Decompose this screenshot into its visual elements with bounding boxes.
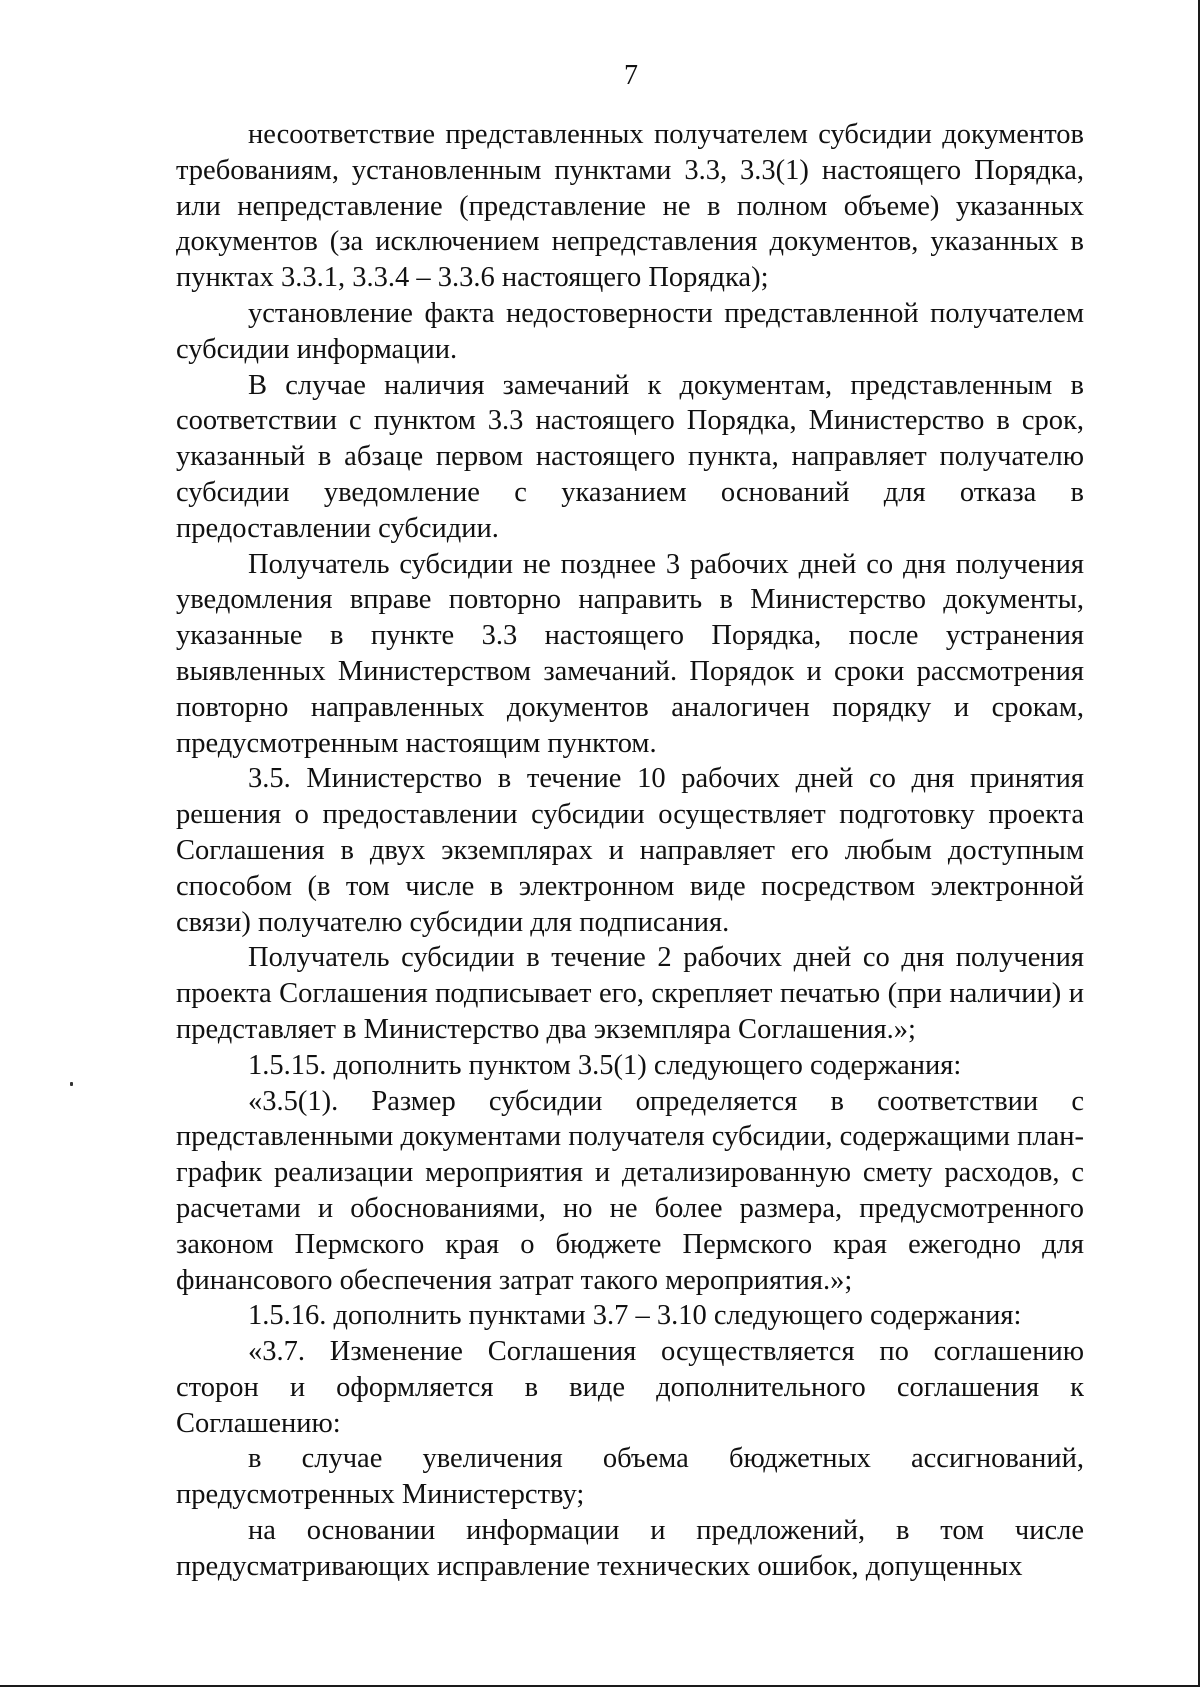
paragraph: 1.5.15. дополнить пунктом 3.5(1) следующего содержания:: [248, 1049, 962, 1081]
paragraph: установление факта недостоверности представленной получателем субсидии информации.: [176, 297, 1084, 365]
paragraph: 1.5.16. дополнить пунктами 3.7 – 3.10 следующего содержания:: [248, 1300, 1022, 1332]
page-number: 7: [624, 60, 638, 91]
paragraph: «3.5(1). Размер субсидии определяется в соответствии с представленными документами получателя субсидии, содержащими план-график реализации мероприятия и детализированную смету расходов, с расчетами и обоснованиями, но не более размера, предусмотренного законом Пермского края о бюджете Пермского края ежегодно для финансового обеспечения затрат такого мероприятия.»;: [176, 1085, 1084, 1296]
scan-speck: [70, 1082, 73, 1086]
paragraph: В случае наличия замечаний к документам, представленным в соответствии с пунктом 3.3 настоящего Порядка, Министерство в срок, указанный в абзаце первом настоящего пункта, направляет получателю субсидии уведомление с указанием оснований для отказа в предоставлении субсидии.: [176, 369, 1084, 544]
document-body: [176, 117, 1084, 1585]
paragraph: 3.5. Министерство в течение 10 рабочих дней со дня принятия решения о предоставлении субсидии осуществляет подготовку проекта Соглашения в двух экземплярах и направляет его любым доступным способом (в том числе в электронном виде посредством электронной связи) получателю субсидии для подписания.: [176, 763, 1084, 938]
paragraph: в случае увеличения объема бюджетных ассигнований, предусмотренных Министерству;: [176, 1443, 1084, 1511]
paragraph: несоответствие представленных получателем субсидии документов требованиям, установленным пунктами 3.3, 3.3(1) настоящего Порядка, или непредставление (представление не в полном объеме) указанных документов (за исключением непредставления документов, указанных в пунктах 3.3.1, 3.3.4 – 3.3.6 настоящего Порядка);: [176, 119, 1084, 294]
paragraph: Получатель субсидии в течение 2 рабочих дней со дня получения проекта Соглашения подписывает его, скрепляет печатью (при наличии) и представляет в Министерство два экземпляра Соглашения.»;: [176, 942, 1084, 1045]
paragraph: Получатель субсидии не позднее 3 рабочих дней со дня получения уведомления вправе повторно направить в Министерство документы, указанные в пункте 3.3 настоящего Порядка, после устранения выявленных Министерством замечаний. Порядок и сроки рассмотрения повторно направленных документов аналогичен порядку и срокам, предусмотренным настоящим пунктом.: [176, 548, 1084, 759]
paragraph: на основании информации и предложений, в том числе предусматривающих исправление технических ошибок, допущенных: [176, 1515, 1084, 1582]
paragraph: «3.7. Изменение Соглашения осуществляется по соглашению сторон и оформляется в виде дополнительного соглашения к Соглашению:: [176, 1336, 1084, 1439]
